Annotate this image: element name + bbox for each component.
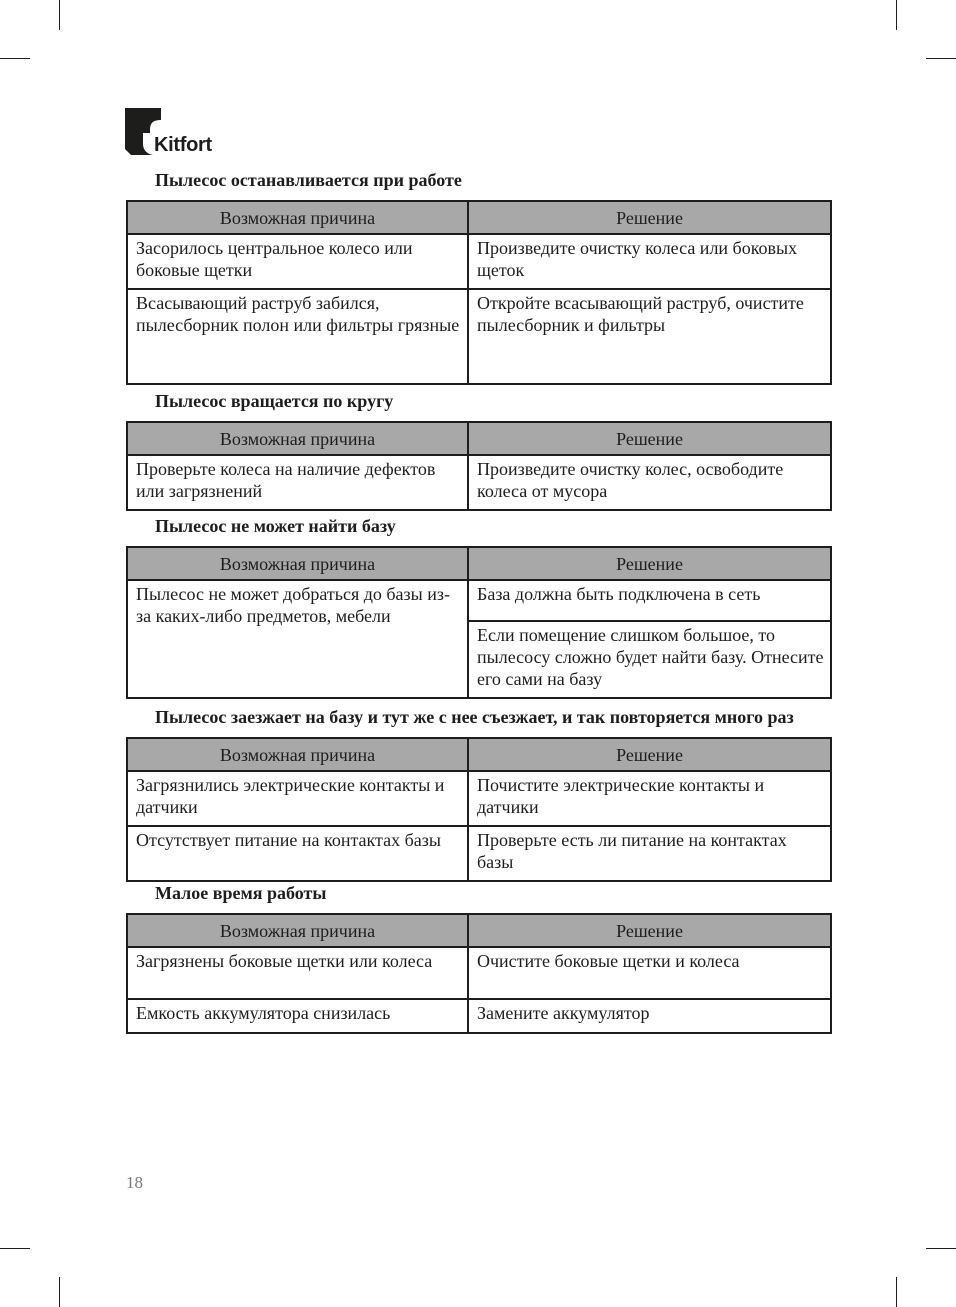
column-header-cause: Возможная причина <box>127 738 468 771</box>
solution-cell: Произведите очистку колеса или боковых щеток <box>468 234 831 289</box>
cause-cell: Емкость аккумулятора снизилась <box>127 999 468 1033</box>
table-row <box>127 455 831 510</box>
section-stops-while-working <box>126 169 830 385</box>
table-row <box>127 234 831 289</box>
table-header-row <box>127 201 831 234</box>
crop-mark <box>926 58 956 59</box>
section-short-run-time <box>126 882 830 1034</box>
column-header-solution: Решение <box>468 738 831 771</box>
logo-text: Kitfort <box>154 134 212 156</box>
column-header-cause: Возможная причина <box>127 547 468 580</box>
section-leaves-base-repeatedly <box>126 706 830 882</box>
column-header-cause: Возможная причина <box>127 914 468 947</box>
section-title: Пылесос не может найти базу <box>155 516 396 536</box>
crop-mark <box>896 1277 897 1307</box>
cause-cell: Засорилось центральное колесо или боковые щетки <box>127 234 468 289</box>
section-cannot-find-base <box>126 515 830 699</box>
crop-mark <box>59 0 60 30</box>
column-header-solution: Решение <box>468 547 831 580</box>
section-title: Малое время работы <box>155 883 327 903</box>
cause-cell: Пылесос не может добраться до базы из-за каких-либо предметов, мебели <box>127 580 468 698</box>
cause-cell: Загрязнены боковые щетки или колеса <box>127 947 468 999</box>
troubleshooting-table <box>126 737 832 882</box>
cause-cell: Отсутствует питание на контактах базы <box>127 826 468 881</box>
page-number: 18 <box>126 1173 143 1192</box>
table-row <box>127 999 831 1033</box>
crop-mark <box>59 1277 60 1307</box>
column-header-solution: Решение <box>468 201 831 234</box>
section-title: Пылесос останавливается при работе <box>155 170 462 190</box>
cause-cell: Загрязнились электрические контакты и датчики <box>127 771 468 826</box>
solution-cell: Очистите боковые щетки и колеса <box>468 947 831 999</box>
solution-cell: Почистите электрические контакты и датчики <box>468 771 831 826</box>
section-title: Пылесос вращается по кругу <box>155 391 394 411</box>
kitfort-logo <box>125 108 265 158</box>
troubleshooting-table <box>126 546 832 699</box>
column-header-cause: Возможная причина <box>127 422 468 455</box>
table-header-row <box>127 914 831 947</box>
section-title: Пылесос заезжает на базу и тут же с нее съезжает, и так повторяется много раз <box>155 707 794 727</box>
table-row <box>127 580 831 621</box>
table-header-row <box>127 547 831 580</box>
table-row <box>127 947 831 999</box>
crop-mark <box>926 1248 956 1249</box>
table-header-row <box>127 738 831 771</box>
column-header-cause: Возможная причина <box>127 201 468 234</box>
column-header-solution: Решение <box>468 422 831 455</box>
cause-cell: Всасывающий раструб забился, пылесборник полон или фильтры грязные <box>127 289 468 384</box>
section-spins-in-circle <box>126 390 830 511</box>
solution-cell: Откройте всасывающий раструб, очистите пылесборник и фильтры <box>468 289 831 384</box>
crop-mark <box>0 58 30 59</box>
crop-mark <box>0 1248 30 1249</box>
solution-cell: Произведите очистку колес, освободите колеса от мусора <box>468 455 831 510</box>
table-row <box>127 771 831 826</box>
table-row <box>127 289 831 384</box>
table-row <box>127 826 831 881</box>
cause-cell: Проверьте колеса на наличие дефектов или загрязнений <box>127 455 468 510</box>
column-header-solution: Решение <box>468 914 831 947</box>
solution-cell: Проверьте есть ли питание на контактах базы <box>468 826 831 881</box>
troubleshooting-table <box>126 421 832 511</box>
solution-cell: База должна быть подключена в сеть <box>468 580 831 621</box>
troubleshooting-table <box>126 913 832 1034</box>
solution-cell: Замените аккумулятор <box>468 999 831 1033</box>
table-header-row <box>127 422 831 455</box>
solution-cell: Если помещение слишком большое, то пылесосу сложно будет найти базу. Отнесите его сами на базу <box>468 621 831 698</box>
troubleshooting-table <box>126 200 832 385</box>
crop-mark <box>896 0 897 30</box>
